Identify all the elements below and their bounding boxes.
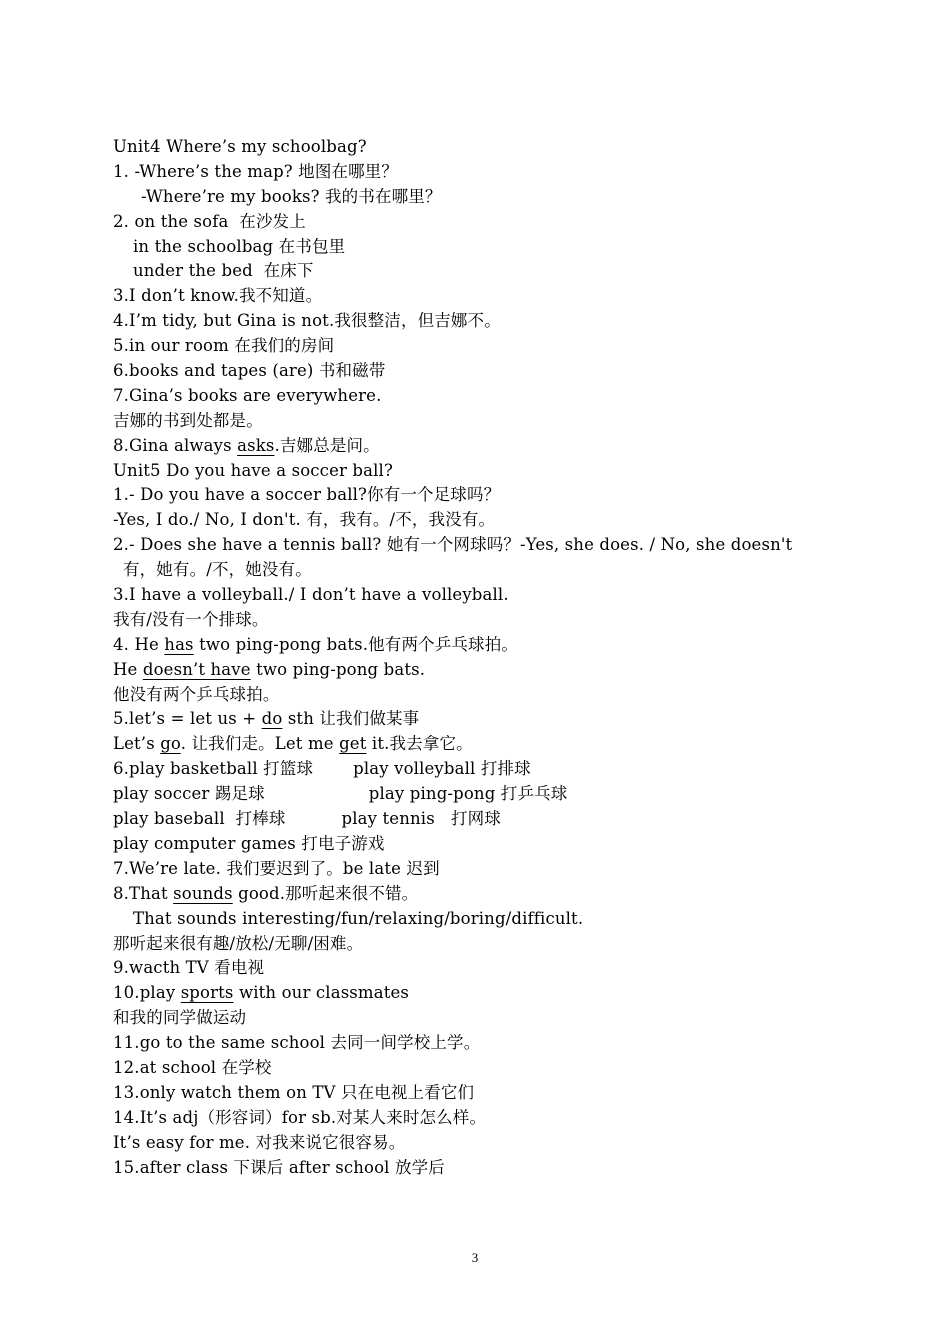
note-line: play computer games 打电子游戏 xyxy=(113,833,385,853)
note-line: 15.after class 下课后 after school 放学后 xyxy=(113,1157,445,1177)
note-line: in the schoolbag 在书包里 xyxy=(133,236,346,256)
line-text: two ping-pong bats.他有两个乒乓球拍。 xyxy=(193,634,518,654)
note-line: It’s easy for me. 对我来说它很容易。 xyxy=(113,1132,406,1152)
note-line xyxy=(113,707,873,732)
line-text: sth 让我们做某事 xyxy=(282,709,420,729)
note-line: That sounds interesting/fun/relaxing/boring/difficult. xyxy=(133,908,584,928)
note-line: 有，她有。/不，她没有。 xyxy=(123,560,312,580)
note-line: 9.wacth TV 看电视 xyxy=(113,958,265,978)
note-line xyxy=(113,882,873,907)
underlined-word: asks xyxy=(237,435,275,455)
note-line: 1.- Do you have a soccer ball?你有一个足球吗？ xyxy=(113,485,501,505)
line-text: 10.play xyxy=(113,983,181,1003)
line-text: . 让我们走。Let me xyxy=(180,734,340,754)
line-text: 8.That xyxy=(113,883,174,903)
underlined-word: doesn’t have xyxy=(142,659,251,679)
unit5-heading: Unit5 Do you have a soccer ball? xyxy=(113,460,393,480)
note-line: -Yes, I do./ No, I don't. 有，我有。/不，我没有。 xyxy=(113,510,496,530)
note-line: 11.go to the same school 去同一间学校上学。 xyxy=(113,1033,481,1053)
note-line xyxy=(113,807,873,832)
underlined-word: has xyxy=(164,634,194,654)
line-text: 5.let’s = let us + xyxy=(113,709,262,729)
note-line: 14.It’s adj（形容词）for sb.对某人来时怎么样。 xyxy=(113,1107,487,1127)
line-text: play soccer 踢足球 xyxy=(113,784,265,804)
line-text: play ping-pong 打乒乓球 xyxy=(368,784,568,804)
note-line: under the bed 在床下 xyxy=(133,261,314,281)
line-text: He xyxy=(113,659,143,679)
line-text: with our classmates xyxy=(233,983,410,1003)
line-text: 6.play basketball 打篮球 xyxy=(113,759,314,779)
note-line: 他没有两个乒乓球拍。 xyxy=(113,684,280,704)
note-line xyxy=(113,633,873,658)
line-text: play volleyball 打排球 xyxy=(353,759,531,779)
note-line: 3.I don’t know.我不知道。 xyxy=(113,286,323,306)
note-line: 吉娜的书到处都是。 xyxy=(113,410,263,430)
underlined-word: do xyxy=(261,709,283,729)
line-text: good.那听起来很不错。 xyxy=(232,883,419,903)
note-line xyxy=(113,434,873,459)
note-line: 2. on the sofa 在沙发上 xyxy=(113,211,306,231)
note-line: 1. -Where’s the map? 地图在哪里？ xyxy=(113,161,399,181)
note-line: -Where’re my books? 我的书在哪里？ xyxy=(141,186,442,206)
line-text: .吉娜总是问。 xyxy=(274,435,380,455)
note-line: 4.I’m tidy, but Gina is not.我很整洁，但吉娜不。 xyxy=(113,311,501,331)
underlined-word: sounds xyxy=(173,883,233,903)
note-line: 我有/没有一个排球。 xyxy=(113,609,269,629)
note-line: 2.- Does she have a tennis ball? 她有一个网球吗？-Yes, she does. / No, she doesn't xyxy=(113,535,793,555)
line-text: play tennis 打网球 xyxy=(341,809,501,829)
note-line xyxy=(113,757,873,782)
line-text: it.我去拿它。 xyxy=(366,734,473,754)
note-line: 13.only watch them on TV 只在电视上看它们 xyxy=(113,1082,475,1102)
page-number: 3 xyxy=(471,1250,479,1265)
note-line: 和我的同学做运动 xyxy=(113,1008,247,1028)
note-line xyxy=(113,658,873,683)
note-line: 5.in our room 在我们的房间 xyxy=(113,336,335,356)
line-text: 4. He xyxy=(113,634,165,654)
note-line: 7.We’re late. 我们要迟到了。be late 迟到 xyxy=(113,858,440,878)
note-line: 3.I have a volleyball./ I don’t have a volleyball. xyxy=(113,585,509,605)
line-text: play baseball 打棒球 xyxy=(113,809,286,829)
underlined-word: sports xyxy=(180,983,234,1003)
line-text: 8.Gina always xyxy=(113,435,238,455)
unit4-heading: Unit4 Where’s my schoolbag? xyxy=(113,137,367,156)
note-line: 6.books and tapes (are) 书和磁带 xyxy=(113,361,386,381)
note-line: 那听起来很有趣/放松/无聊/困难。 xyxy=(113,933,364,953)
note-line: 7.Gina’s books are everywhere. xyxy=(113,385,382,405)
underlined-word: go xyxy=(160,734,181,754)
notes-content xyxy=(113,135,873,1180)
note-line xyxy=(113,782,873,807)
note-line xyxy=(113,981,873,1006)
note-line xyxy=(113,732,873,757)
note-line: 12.at school 在学校 xyxy=(113,1057,272,1077)
line-text: Let’s xyxy=(113,734,161,754)
line-text: two ping-pong bats. xyxy=(250,659,426,679)
underlined-word: get xyxy=(339,734,367,754)
